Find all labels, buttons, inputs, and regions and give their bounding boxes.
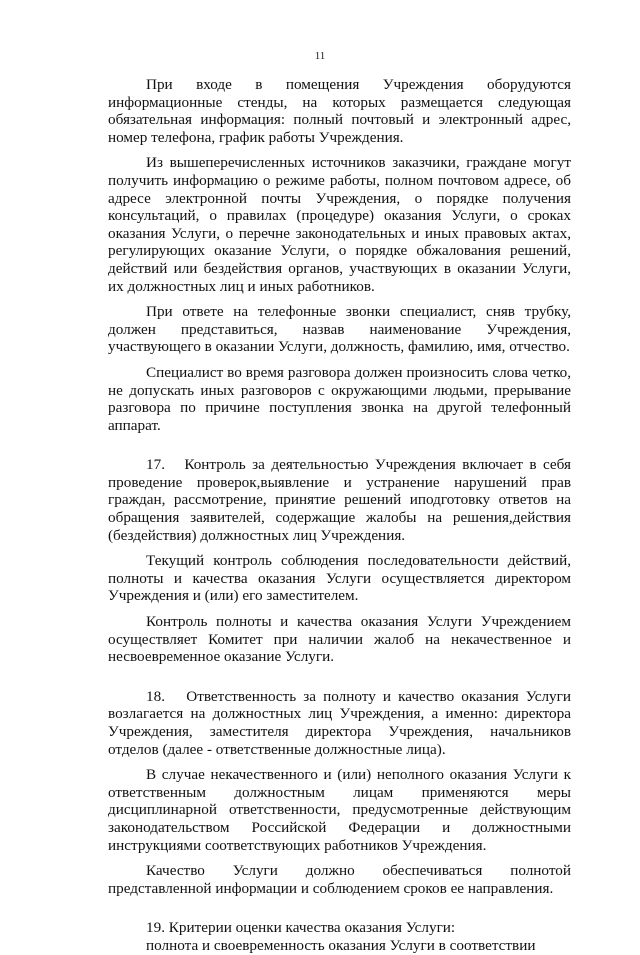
paragraph-criteria-first: полнота и своевременность оказания Услуги в соответствии <box>146 936 536 954</box>
paragraph-current-control: Текущий контроль соблюдения последовательности действий, полноты и качества оказания Услуги осуществляется директором Учреждения и (или) его заместителем. <box>108 552 571 605</box>
section-18-paragraph: 18. Ответственность за полноту и качество оказания Услуги возлагается на должностных лиц Учреждения, а именно: директора Учреждения, заместителя директора Учреждения, начальников отделов (далее - ответственные должностные лица). <box>108 687 571 758</box>
section-17-paragraph: 17. Контроль за деятельностью Учреждения включает в себя проведение проверок,выявление и устранение нарушений прав граждан, рассмотрение, принятие решений иподготовку ответов на обращения заявителей, содержащие жалобы на решения,действия (бездействия) должностных лиц Учреждения. <box>108 456 571 544</box>
paragraph-disciplinary: В случае некачественного и (или) неполного оказания Услуги к ответственным должностным лицам применяются меры дисциплинарной ответственности, предусмотренные действующим законодательством Российской Федерации и должностными инструкциями соответствующих работников Учреждения. <box>108 766 571 854</box>
paragraph-service-quality: Качество Услуги должно обеспечиваться полнотой представленной информации и соблюдением сроков ее направления. <box>108 862 571 897</box>
paragraph-specialist-speech: Специалист во время разговора должен произносить слова четко, не допускать иных разговоров с окружающими людьми, прерывание разговора по причине поступления звонка на другой телефонный аппарат. <box>108 363 571 434</box>
section-19-heading: 19. Критерии оценки качества оказания Услуги: <box>146 919 456 937</box>
paragraph-info-sources: Из вышеперечисленных источников заказчики, граждане могут получить информацию о режиме работы, полном почтовом адресе, об адресе электронной почты Учреждения, о порядке получения консультаций, о правилах (процедуре) оказания Услуги, о сроках оказания Услуги, о перечне законодательных и иных правовых актах, регулирующих оказание Услуги, о порядке обжалования решений, действий или бездействия органов, участвующих в оказании Услуги, их должностных лиц и иных работников. <box>108 154 571 295</box>
paragraph-committee-control: Контроль полноты и качества оказания Услуги Учреждением осуществляет Комитет при наличии жалоб на некачественное и несвоевременное оказание Услуги. <box>108 613 571 666</box>
page-number: 11 <box>314 50 326 62</box>
paragraph-info-stands: При входе в помещения Учреждения оборудуются информационные стенды, на которых размещается следующая обязательная информация: полный почтовый и электронный адрес, номер телефона, график работы Учреждения. <box>108 76 571 146</box>
document-body <box>108 76 571 955</box>
paragraph-phone-calls: При ответе на телефонные звонки специалист, сняв трубку, должен представиться, назвав наименование Учреждения, участвующего в оказании Услуги, должность, фамилию, имя, отчество. <box>108 303 571 356</box>
